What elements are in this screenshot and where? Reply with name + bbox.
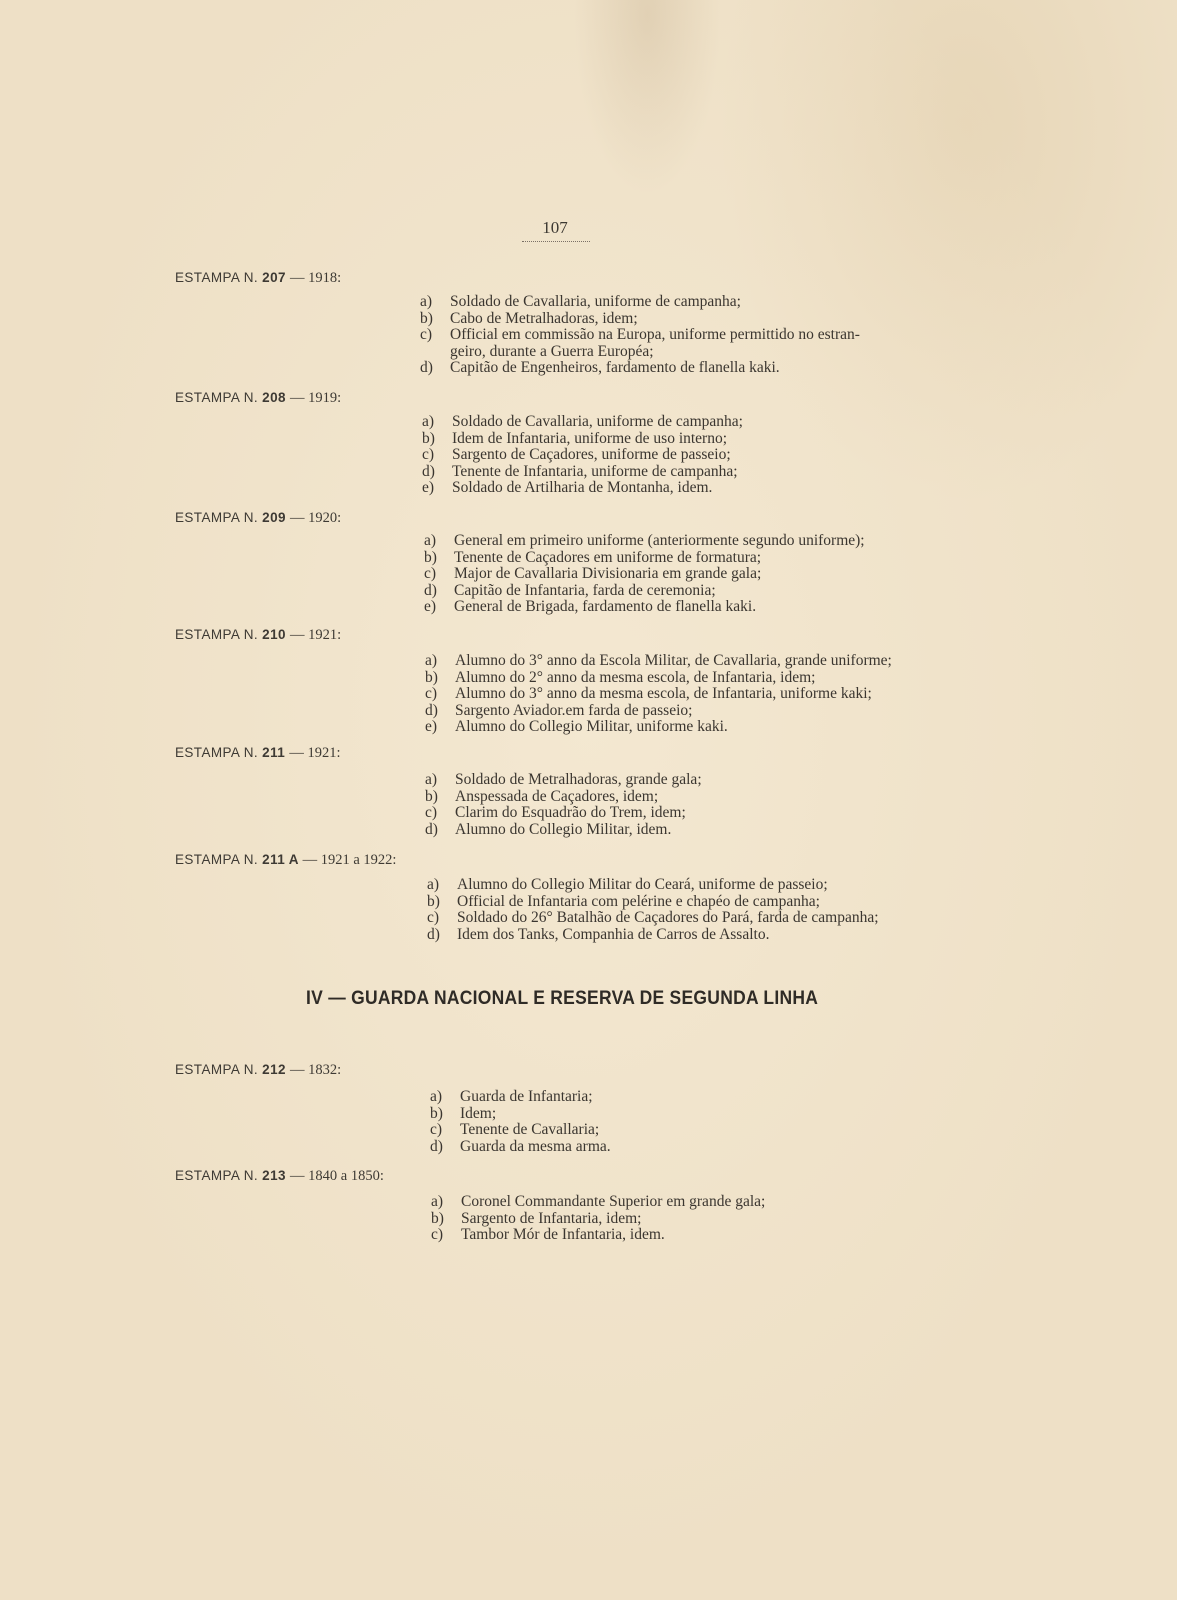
item-letter: c) (431, 1226, 444, 1244)
plate-heading (175, 627, 341, 644)
plate-date: — 1918: (290, 270, 342, 286)
plate-item (427, 876, 828, 893)
plate-item (425, 652, 892, 669)
item-text: Sargento de Caçadores, uniforme de passeio; (452, 446, 731, 464)
plate-heading (175, 390, 341, 407)
plate-label: ESTAMPA N. (175, 270, 263, 285)
plate-item (420, 326, 860, 343)
plate-heading (175, 852, 396, 869)
plate-item (425, 804, 686, 821)
item-text: Cabo de Metralhadoras, idem; (450, 309, 638, 327)
plate-date: — 1920: (290, 510, 342, 526)
plate-item (427, 909, 879, 926)
plate-label: ESTAMPA N. (175, 852, 263, 867)
item-letter: d) (425, 701, 438, 719)
plate-date: — 1921: (289, 745, 341, 761)
item-letter: d) (430, 1137, 443, 1155)
plate-item (422, 463, 738, 480)
plate-number: 212 (262, 1062, 291, 1077)
item-text: Tenente de Cavallaria; (460, 1121, 600, 1139)
item-text: Guarda de Infantaria; (460, 1088, 593, 1105)
item-letter: c) (424, 565, 437, 583)
plate-date: — 1921: (290, 627, 342, 643)
item-letter: b) (424, 548, 437, 566)
section-title: IV — GUARDA NACIONAL E RESERVA DE SEGUNDA LINHA (306, 988, 819, 1009)
plate-item (424, 598, 756, 615)
item-letter: c) (425, 804, 438, 822)
plate-item (425, 669, 815, 686)
plate-number: 209 (262, 510, 291, 525)
item-letter: c) (427, 909, 440, 927)
plate-item (425, 771, 702, 788)
plate-number: 210 (262, 627, 291, 642)
item-text: Alumno do 2° anno da mesma escola, de Infantaria, idem; (455, 668, 816, 686)
item-letter: d) (427, 925, 440, 943)
plate-date: — 1919: (290, 390, 342, 406)
page-number-ornament (522, 241, 590, 245)
item-text: Soldado de Cavallaria, uniforme de campanha; (452, 413, 743, 430)
item-text: Tenente de Infantaria, uniforme de campanha; (452, 462, 738, 480)
plate-date: — 1840 a 1850: (290, 1168, 384, 1184)
item-letter: a) (427, 876, 440, 893)
item-text: geiro, durante a Guerra Européa; (450, 342, 654, 360)
item-text: Soldado de Artilharia de Montanha, idem. (452, 479, 713, 497)
item-letter: b) (420, 309, 433, 327)
plate-item (420, 359, 780, 376)
item-letter: a) (425, 652, 438, 669)
item-letter: a) (430, 1088, 443, 1105)
plate-item (430, 1088, 593, 1105)
item-text: Tenente de Caçadores em uniforme de formatura; (454, 548, 762, 566)
item-letter: c) (425, 685, 438, 703)
item-letter: b) (430, 1104, 443, 1122)
plate-label: ESTAMPA N. (175, 627, 263, 642)
item-letter: a) (422, 413, 435, 430)
item-letter: b) (427, 892, 440, 910)
item-text: Idem de Infantaria, uniforme de uso interno; (452, 429, 728, 447)
item-text: Soldado do 26° Batalhão de Caçadores do Pará, farda de campanha; (457, 909, 879, 927)
item-text: Sargento Aviador.em farda de passeio; (455, 701, 693, 719)
item-letter: b) (431, 1209, 444, 1227)
plate-item (424, 582, 716, 599)
item-letter: d) (425, 820, 438, 838)
item-text: Guarda da mesma arma. (460, 1137, 611, 1155)
plate-item (430, 1138, 611, 1155)
plate-item (425, 821, 671, 838)
plate-item (420, 293, 741, 310)
plate-label: ESTAMPA N. (175, 1062, 263, 1077)
item-text: Alumno do Collegio Militar, idem. (455, 820, 672, 838)
item-text: Official de Infantaria com pelérine e chapéo de campanha; (457, 892, 820, 910)
item-text: Soldado de Cavallaria, uniforme de campanha; (450, 293, 741, 310)
plate-number: 208 (262, 390, 291, 405)
item-text: General em primeiro uniforme (anteriormente segundo uniforme); (454, 532, 865, 549)
item-letter: d) (420, 359, 433, 377)
item-text: Major de Cavallaria Divisionaria em grande gala; (454, 565, 762, 583)
plate-heading (175, 510, 341, 527)
item-text: Alumno do Collegio Militar do Ceará, uniforme de passeio; (457, 876, 828, 893)
plate-date: — 1921 a 1922: (302, 852, 397, 868)
plate-label: ESTAMPA N. (175, 745, 263, 760)
plate-heading (175, 1168, 384, 1185)
item-letter: a) (424, 532, 437, 549)
item-text: Anspessada de Caçadores, idem; (455, 787, 659, 805)
item-letter: c) (422, 446, 435, 464)
item-text: Official em commissão na Europa, uniforme permittido no estran- (450, 326, 860, 344)
plate-item (431, 1226, 665, 1243)
item-letter: d) (422, 462, 435, 480)
plate-label: ESTAMPA N. (175, 1168, 263, 1183)
item-text: Idem; (460, 1104, 497, 1122)
plate-item (430, 1121, 599, 1138)
plate-item (427, 893, 820, 910)
plate-heading (175, 270, 341, 287)
plate-item (427, 926, 769, 943)
plate-label: ESTAMPA N. (175, 510, 263, 525)
item-letter: e) (425, 718, 438, 736)
plate-item (424, 532, 865, 549)
plate-item (424, 549, 761, 566)
item-letter: b) (425, 787, 438, 805)
plate-item (420, 343, 654, 360)
plate-item (430, 1105, 496, 1122)
item-letter: e) (422, 479, 435, 497)
plate-item (431, 1210, 641, 1227)
item-text: Sargento de Infantaria, idem; (461, 1209, 642, 1227)
plate-number: 207 (262, 270, 291, 285)
item-letter: d) (424, 581, 437, 599)
item-text: Clarim do Esquadrão do Trem, idem; (455, 804, 686, 822)
plate-item (420, 310, 638, 327)
item-letter: b) (422, 429, 435, 447)
item-letter: e) (424, 598, 437, 616)
page-number: 107 (542, 218, 568, 237)
item-text: Alumno do Collegio Militar, uniforme kaki. (455, 718, 728, 736)
plate-item (422, 413, 743, 430)
plate-item (422, 446, 731, 463)
item-text: General de Brigada, fardamento de flanella kaki. (454, 598, 757, 616)
plate-item (425, 718, 728, 735)
item-letter: a) (431, 1193, 444, 1210)
item-text: Capitão de Infantaria, farda de ceremonia; (454, 581, 716, 599)
plate-item (425, 788, 658, 805)
item-text: Idem dos Tanks, Companhia de Carros de Assalto. (457, 925, 770, 943)
plate-number: 211 (262, 745, 290, 760)
plate-item (425, 702, 692, 719)
plate-heading (175, 1062, 341, 1079)
plate-item (425, 685, 872, 702)
item-text: Tambor Mór de Infantaria, idem. (461, 1226, 665, 1244)
item-text: Alumno do 3° anno da mesma escola, de Infantaria, uniforme kaki; (455, 685, 872, 703)
item-text: Soldado de Metralhadoras, grande gala; (455, 771, 702, 788)
item-letter: c) (420, 326, 433, 344)
item-letter: a) (425, 771, 438, 788)
item-letter: b) (425, 668, 438, 686)
plate-item (422, 430, 727, 447)
plate-label: ESTAMPA N. (175, 390, 263, 405)
plate-item (431, 1193, 765, 1210)
item-letter: a) (420, 293, 433, 310)
plate-date: — 1832: (290, 1062, 342, 1078)
plate-number: 211 A (262, 852, 303, 867)
plate-item (422, 479, 712, 496)
item-text: Alumno do 3° anno da Escola Militar, de Cavallaria, grande uniforme; (455, 652, 892, 669)
plate-item (424, 565, 761, 582)
item-text: Coronel Commandante Superior em grande gala; (461, 1193, 766, 1210)
item-text: Capitão de Engenheiros, fardamento de flanella kaki. (450, 359, 780, 377)
plate-heading (175, 745, 340, 762)
item-letter: c) (430, 1121, 443, 1139)
plate-number: 213 (262, 1168, 291, 1183)
